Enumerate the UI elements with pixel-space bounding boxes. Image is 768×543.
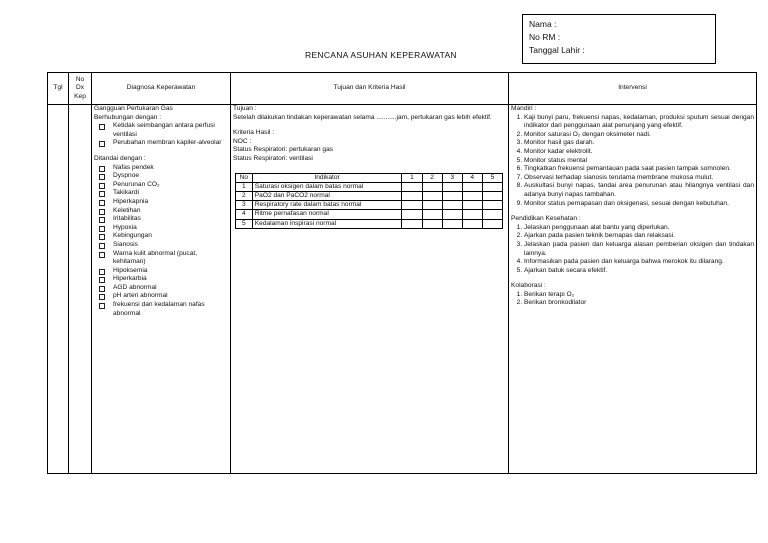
related-label: Berhubungan dengan : [94, 113, 162, 121]
score-cell[interactable] [442, 191, 462, 200]
no-dx-cell [69, 105, 92, 474]
header-no-dx: No Dx Kep [69, 73, 92, 105]
evidence-item: Takikardi [99, 189, 228, 198]
table-header-row [48, 73, 757, 105]
mandiri-item: 9. Monitor status pernapasan dan oksigenasi, sesuai dengan kebutuhan. [524, 200, 754, 209]
evidence-item: frekuensi dan kedalaman nafas abnormal [99, 301, 228, 318]
indicator-row [236, 191, 503, 200]
pendidikan-item: 5. Ajarkan batuk secara efektif. [524, 267, 754, 276]
score-cell[interactable] [402, 182, 422, 191]
score-cell[interactable] [442, 219, 462, 228]
indicator-header: 3 [442, 173, 462, 182]
indicator-no: 3 [236, 201, 253, 210]
evidence-item: pH arteri abnormal [99, 292, 228, 301]
care-plan-table [47, 72, 757, 474]
status-line: Status Respiratori: ventilasi [233, 154, 313, 162]
kolaborasi-label: Kolaborasi : [511, 282, 546, 290]
evidence-item: Keletihan [99, 207, 228, 216]
indicator-no: 1 [236, 182, 253, 191]
score-cell[interactable] [402, 191, 422, 200]
indicator-row [236, 210, 503, 219]
header-intervensi: Intervensi [509, 73, 757, 105]
evidence-item: Dyspnoe [99, 172, 228, 181]
indicator-header: Indikator [252, 173, 402, 182]
indicator-row [236, 182, 503, 191]
evidence-item: Hypoxia [99, 224, 228, 233]
patient-dob-label: Tanggal Lahir : [529, 45, 585, 55]
indicator-header: 5 [482, 173, 502, 182]
score-cell[interactable] [462, 201, 482, 210]
evidence-item: Nafas pendek [99, 164, 228, 173]
indicator-text: Ritme pernafasan normal [252, 210, 402, 219]
indicator-text: Kedalaman inspirasi normal [252, 219, 402, 228]
indicator-header: 2 [422, 173, 442, 182]
score-cell[interactable] [442, 201, 462, 210]
kolaborasi-item: 1. Berikan terapi O₂ [524, 291, 754, 300]
indicator-header: 1 [402, 173, 422, 182]
evidence-list [94, 164, 228, 319]
related-item: Perubahan membran kapiler-alveolar [99, 139, 228, 148]
document-title: RENCANA ASUHAN KEPERAWATAN [305, 50, 457, 60]
patient-rm-label: No RM : [529, 32, 561, 42]
mandiri-item: 4. Monitor kadar elektrolit. [524, 148, 754, 157]
score-cell[interactable] [422, 191, 442, 200]
mandiri-item: 6. Tingkatkan frekuensi pemantauan pada saat pasien tampak somnolen. [524, 165, 754, 174]
kolaborasi-item: 2. Berikan bronkodilator [524, 299, 754, 308]
indicator-row [236, 201, 503, 210]
indicator-no: 2 [236, 191, 253, 200]
indicator-header: No [236, 173, 253, 182]
mandiri-item: 8. Auskultasi bunyi napas, tandai area penurunan atau hilangnya ventilasi dan adanya bunyi napas tambahan. [524, 182, 754, 199]
score-cell[interactable] [442, 182, 462, 191]
score-cell[interactable] [482, 210, 502, 219]
evidence-item: Hiperkarbia [99, 275, 228, 284]
mandiri-item: 2. Monitor saturasi O₂ dengan oksimeter nadi. [524, 131, 754, 140]
header-tgl: Tgl [48, 73, 69, 105]
diagnosis-cell [92, 105, 231, 474]
score-cell[interactable] [482, 191, 502, 200]
tgl-cell [48, 105, 69, 474]
indicator-row [236, 219, 503, 228]
pendidikan-list [511, 224, 754, 276]
intervention-cell [509, 105, 757, 474]
evidence-item: Penurunan CO₂ [99, 181, 228, 190]
score-cell[interactable] [462, 210, 482, 219]
pendidikan-item: 1. Jelaskan penggunaan alat bantu yang diperlukan. [524, 224, 754, 233]
score-cell[interactable] [482, 201, 502, 210]
related-item: Ketidak seimbangan antara perfusi ventilasi [99, 122, 228, 139]
pendidikan-item: 2. Ajarkan pada pasien teknik bernapas dan relaksasi. [524, 232, 754, 241]
pendidikan-item: 4. Informasikan pada pasien dan keluarga bahwa merokok itu dilarang. [524, 258, 754, 267]
indicator-text: PaO2 dan PaCO2 normal [252, 191, 402, 200]
status-line: Status Respiratori: pertukaran gas [233, 146, 334, 154]
tujuan-label: Tujuan : [233, 105, 257, 112]
evidence-item: Sianosis [99, 241, 228, 250]
mandiri-item: 5. Monitor status mental [524, 157, 754, 166]
evidence-item: Kebingungan [99, 232, 228, 241]
score-cell[interactable] [422, 182, 442, 191]
score-cell[interactable] [462, 182, 482, 191]
evidence-label: Ditandai dengan : [94, 154, 146, 162]
goals-cell [231, 105, 509, 474]
score-cell[interactable] [402, 201, 422, 210]
mandiri-item: 3. Monitor hasil gas darah. [524, 139, 754, 148]
evidence-item: AGD abnormal [99, 284, 228, 293]
indicator-table [235, 173, 503, 229]
pendidikan-item: 3. Jelaskan pada pasien dan keluarga alasan pemberian oksigen dan tindakan lainnya. [524, 241, 754, 258]
related-list [94, 122, 228, 148]
indicator-header: 4 [462, 173, 482, 182]
patient-name-label: Nama : [529, 19, 557, 29]
indicator-header-row [236, 173, 503, 182]
header-tujuan: Tujuan dan Kriteria Hasil [231, 73, 509, 105]
score-cell[interactable] [422, 201, 442, 210]
kolaborasi-list [511, 291, 754, 308]
evidence-item: Warna kulit abnormal (pucat, kehitaman) [99, 250, 228, 267]
mandiri-list [511, 114, 754, 209]
evidence-item: Hipoksemia [99, 267, 228, 276]
tujuan-text: Setelah dilakukan tindakan keperawatan selama ...........jam, pertukaran gas lebih efektif. [233, 113, 492, 121]
mandiri-item: 1. Kaji bunyi paru, frekuensi napas, kedalaman, produksi sputum sesuai dengan indikator dari penggunaan alat penunjang yang efektif. [524, 114, 754, 131]
score-cell[interactable] [482, 219, 502, 228]
mandiri-label: Mandiri : [511, 105, 537, 112]
kriteria-label: Kriteria Hasil : [233, 129, 275, 137]
score-cell[interactable] [422, 219, 442, 228]
diagnosis-title: Gangguan Pertukaran Gas [94, 105, 173, 112]
score-cell[interactable] [402, 219, 422, 228]
table-body-row [48, 105, 757, 474]
indicator-no: 5 [236, 219, 253, 228]
pendidikan-label: Pendidikan Kesehatan : [511, 215, 581, 223]
mandiri-item: 7. Observasi terhadap sianosis terutama membrane mukosa mulut. [524, 174, 754, 183]
header-diagnosa: Diagnosa Keperawatan [92, 73, 231, 105]
evidence-item: Iritabilitas [99, 215, 228, 224]
score-cell[interactable] [482, 182, 502, 191]
indicator-text: Saturasi oksigen dalam batas normal [252, 182, 402, 191]
patient-info-box [522, 14, 716, 64]
indicator-text: Respiratory rate dalam batas normal [252, 201, 402, 210]
noc-label: NOC : [233, 137, 252, 145]
evidence-item: Hiperkapnia [99, 198, 228, 207]
score-cell[interactable] [462, 219, 482, 228]
score-cell[interactable] [422, 210, 442, 219]
indicator-no: 4 [236, 210, 253, 219]
score-cell[interactable] [462, 191, 482, 200]
score-cell[interactable] [402, 210, 422, 219]
score-cell[interactable] [442, 210, 462, 219]
